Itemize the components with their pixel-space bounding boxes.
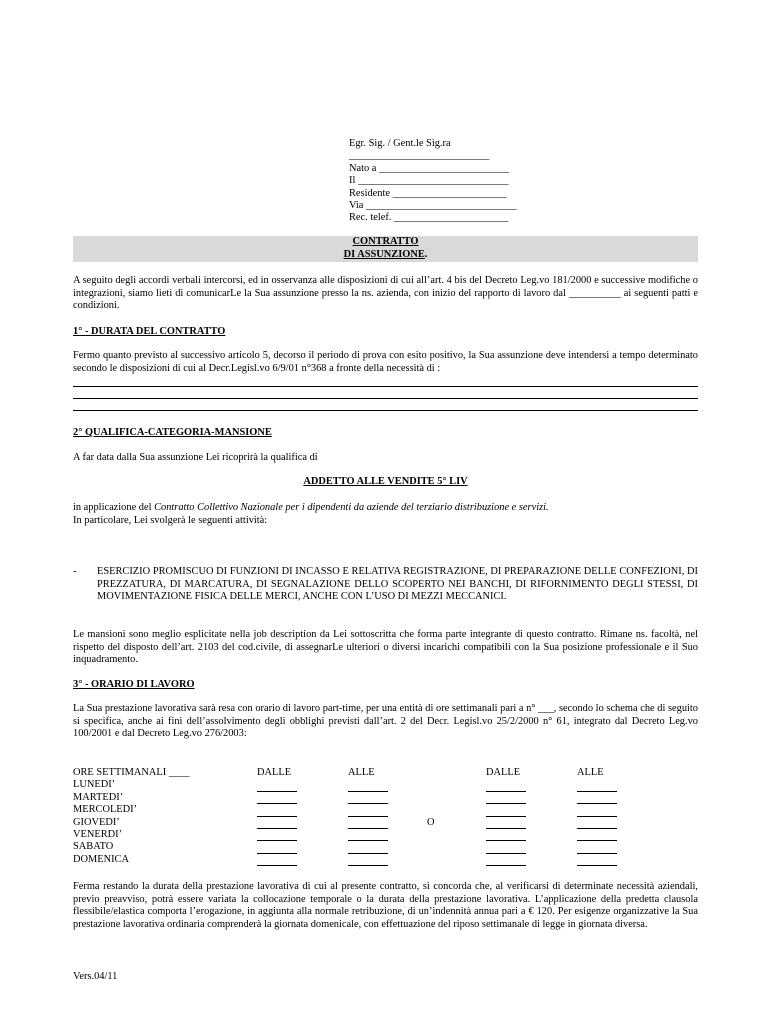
time-blank [577, 854, 617, 866]
to-column-1: ALLE [348, 767, 396, 866]
schedule-days [73, 767, 190, 866]
time-blank [257, 829, 297, 841]
bullet-dash: - [73, 566, 77, 577]
day-label: GIOVEDI’ [73, 816, 120, 828]
title-line-2: DI ASSUNZIONE [343, 248, 425, 260]
duties-text: ESERCIZIO PROMISCUO DI FUNZIONI DI INCASSO E RELATIVA REGISTRAZIONE, DI PREPARAZIONE DELLE CONFEZIONI, DI PREZZATURA, DI MARCATURA, DI SEGNALAZIONE DELLO SCOPERTO NEI BANCHI, DI RIFORNIMENTO DEGLI STESSI, DI MOVIMENTAZIONE FISICA DELLE MERCI, ANCHE CON L’USO DI MEZZI MECCANICI. [97, 566, 698, 603]
time-blank [257, 817, 297, 829]
addressee-block [349, 138, 529, 225]
time-blank [486, 829, 526, 841]
time-blank [577, 817, 617, 829]
time-blank [486, 792, 526, 804]
qualification-intro: A far data dalla Sua assunzione Lei ricoprirà la qualifica di [73, 452, 318, 463]
birthplace-field: Nato a _________________________ [349, 162, 509, 174]
qualification-title: ADDETTO ALLE VENDITE 5° LIV [303, 476, 468, 487]
time-blank [257, 792, 297, 804]
birthdate-field: Il _____________________________ [349, 175, 509, 187]
title-period: . [424, 248, 428, 260]
weekly-hours-label: ORE SETTIMANALI ____ [73, 767, 190, 778]
day-label: SABATO [73, 841, 114, 853]
time-blank [348, 817, 388, 829]
from-column-1: DALLE [257, 767, 305, 866]
addressee-name-line: ___________________________ [349, 150, 490, 162]
schedule-table [73, 767, 698, 872]
time-blank [348, 841, 388, 853]
necessity-line-3 [73, 410, 698, 411]
time-blank [486, 841, 526, 853]
section-1-text: Fermo quanto previsto al successivo articolo 5, decorso il periodo di prova con esito positivo, la Sua assunzione deve intendersi a tempo determinato secondo le disposizioni di cui al Decr.Legisl.vo 6/9/01 n°368 a fronte della necessità di : [73, 350, 698, 374]
section-3-heading: 3° - ORARIO DI LAVORO [73, 679, 195, 690]
time-blank [348, 804, 388, 816]
time-blank [348, 792, 388, 804]
day-label: DOMENICA [73, 853, 129, 865]
day-label: MARTEDI’ [73, 791, 124, 803]
section-3-text: La Sua prestazione lavorativa sarà resa con orario di lavoro part-time, per una entità di ore settimanali pari a n° ___, secondo lo schema che di seguito si specifica, anche ai fini dell’assolvimento degli obblighi previsti dall’art. 2 del Decr. Legisl.vo 25/2/2000 n° 61, integrato dal Decreto Leg.vo 100/2001 e dal Decreto Leg.vo 276/2003: [73, 703, 698, 740]
residence-field: Residente ______________________ [349, 187, 507, 199]
flexibility-clause: Ferma restando la durata della prestazione lavorativa di cui al presente contratto, si concorda che, al verificarsi di determinate necessità aziendali, previo preavviso, potrà essere variata la collocazione temporale o la durata della prestazione lavorativa. L’applicazione della predetta clausola flessibile/elastica comporta l’erogazione, in aggiunta alla normale retribuzione, di un’indennità annua pari a € 120. Per esigenze organizzative la Sua prestazione lavorativa ordinaria comprenderà la giornata domenicale, con effettuazione del riposo settimanale di legge in giornata diversa. [73, 881, 698, 930]
time-blank [257, 779, 297, 791]
time-blank [486, 817, 526, 829]
duties-closing: Le mansioni sono meglio esplicitate nella job description da Lei sottoscritta che forma parte integrante di questo contratto. Rimane ns. facoltà, nel rispetto del disposto dell’art. 2103 del cod.civile, di assegnarLe ulteriori o diversi incarichi compatibili con la Sua posizione professionale e il Suo inquadramento. [73, 629, 698, 666]
day-label: LUNEDI’ [73, 779, 116, 791]
street-field: Via _____________________________ [349, 199, 517, 211]
salutation: Egr. Sig. / Gent.le Sig.ra [349, 138, 451, 149]
section-1-heading: 1° - DURATA DEL CONTRATTO [73, 326, 226, 337]
document-title [73, 236, 698, 262]
time-blank [257, 841, 297, 853]
time-blank [577, 841, 617, 853]
ccnl-paragraph: in applicazione del Contratto Collettivo Nazionale per i dipendenti da aziende del terziario distribuzione e servizi. In particolare, Lei svolgerà le seguenti attività: [73, 502, 698, 527]
time-blank [577, 804, 617, 816]
time-blank [486, 804, 526, 816]
time-blank [577, 792, 617, 804]
time-blank [257, 854, 297, 866]
time-blank [486, 854, 526, 866]
time-blank [348, 829, 388, 841]
time-blank [577, 829, 617, 841]
day-label: VENERDI’ [73, 828, 123, 840]
version-label: Vers.04/11 [73, 971, 118, 982]
title-line-1: CONTRATTO [352, 236, 419, 247]
intro-paragraph: A seguito degli accordi verbali intercorsi, ed in osservanza alle disposizioni di cui all’art. 4 bis del Decreto Leg.vo 181/2000 e successive modifiche o integrazioni, siamo lieti di comunicarLe la Sua assunzione presso la ns. azienda, con inizio del rapporto di lavoro dal __________ ai seguenti patti e condizioni. [73, 275, 698, 312]
duties-intro: In particolare, Lei svolgerà le seguenti attività: [73, 514, 268, 526]
or-separator: O [427, 817, 435, 828]
to-column-2: ALLE [577, 767, 625, 866]
from-column-2: DALLE [486, 767, 534, 866]
time-blank [577, 779, 617, 791]
time-blank [348, 779, 388, 791]
day-label: MERCOLEDI’ [73, 804, 138, 816]
time-blank [348, 854, 388, 866]
time-blank [486, 779, 526, 791]
phone-field: Rec. telef. ______________________ [349, 212, 509, 224]
time-blank [257, 804, 297, 816]
ccnl-name: Contratto Collettivo Nazionale per i dipendenti da aziende del terziario distribuzione e servizi. [154, 502, 549, 513]
necessity-line-1 [73, 386, 698, 387]
necessity-line-2 [73, 398, 698, 399]
section-2-heading: 2° QUALIFICA-CATEGORIA-MANSIONE [73, 427, 272, 438]
